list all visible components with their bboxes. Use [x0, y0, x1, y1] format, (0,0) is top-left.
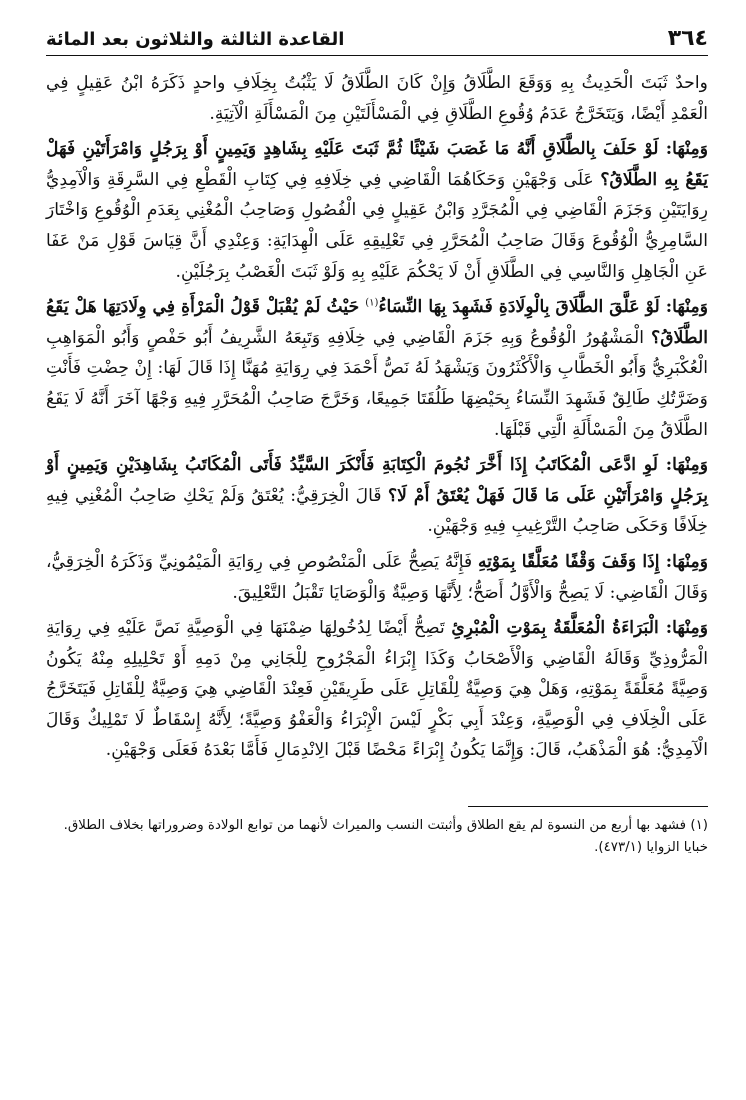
paragraph-lead: وَمِنْهَا: لَوْ حَلَفَ بِالطَّلَاقِ أَنَّهُ مَا غَصَبَ شَيْئًا ثُمَّ ثَبَتَ عَلَيْهِ بِشَاهِدٍ وَيَمِينٍ أَوْ بِرَجُلٍ وَامْرَأَتَيْنِ فَهَلْ يَقَعُ بِهِ الطَّلَاقُ؟	[46, 139, 708, 190]
page-number: ٣٦٤	[667, 26, 708, 51]
paragraph	[46, 292, 708, 445]
paragraph-text: فَإِنَّهُ يَصِحُّ عَلَى الْمَنْصُوصِ فِي رِوَايَةِ الْمَيْمُونِيِّ وَذَكَرَهُ الْخِرَقِيُّ، وَقَالَ الْقَاضِي: لَا يَصِحُّ وَالْأَوَّلُ أَصَحُّ؛ لِأَنَّهَا وَصِيَّةٌ وَالْوَصَايَا تَقْبَلُ التَّعْلِيقَ.	[46, 551, 708, 603]
paragraph-lead: وَمِنْهَا: إِذَا وَقَفَ وَقْفًا مُعَلَّقًا بِمَوْتِهِ	[477, 551, 708, 572]
footnote	[46, 815, 708, 859]
page-body	[46, 68, 708, 766]
running-title: القاعدة الثالثة والثلاثون بعد المائة	[46, 29, 345, 50]
paragraph-text: قَالَ الْخِرَقِيُّ: يُعْتَقُ وَلَمْ يَحْكِ صَاحِبُ الْمُغْنِي فِيهِ خِلَافًا وَحَكَى صَاحِبُ التَّرْغِيبِ فِيهِ وَجْهَيْنِ.	[46, 485, 708, 537]
paragraph	[46, 547, 708, 608]
paragraph	[46, 450, 708, 542]
footnote-marker: (١)	[365, 297, 379, 309]
paragraph-lead: وَمِنْهَا: الْبَرَاءَةُ الْمُعَلَّقَةُ بِمَوْتِ الْمُبْرِئِ	[451, 618, 708, 639]
paragraph	[46, 68, 708, 129]
footnote-text: (١) فشهد بها أربع من النسوة لم يقع الطلاق وأثبتت النسب والميراث لأنهما من توابع الولادة وضروراتها بخلاف الطلاق. خبايا الزوايا (٤٧٣/١).	[63, 818, 708, 856]
paragraph-lead: وَمِنْهَا: لَوْ عَلَّقَ الطَّلَاقَ بِالْوِلَادَةِ فَشَهِدَ بِهَا النِّسَاءُ	[378, 297, 708, 318]
paragraph-text: واحدٌ ثَبَتَ الْحَدِيثُ بِهِ وَوَقَعَ الطَّلَاقُ وَإِنْ كَانَ الطَّلَاقُ لَا يَثْبُتُ بِخِلَافِ واحدٍ ذَكَرَهُ ابْنُ عَقِيلٍ فِي الْعَمْدِ أَيْضًا، وَيَتَخَرَّجُ عَدَمُ وُقُوعِ الطَّلَاقِ فِي الْمَسْأَلَتَيْنِ مِنَ الْمَسْأَلَةِ الْآتِيَةِ.	[46, 73, 708, 124]
paragraph-text: الْمَشْهُورُ الْوُقُوعُ وَبِهِ جَزَمَ الْقَاضِي فِي خِلَافِهِ وَتَبِعَهُ الشَّرِيفُ أَبُو حَفْصٍ وَأَبُو الْمَوَاهِبِ الْعُكْبَرِيُّ وَأَبُو الْخَطَّابِ وَالْأَكْثَرُونَ وَيَشْهَدُ لَهُ نَصُّ أَحْمَدَ فِي رِوَايَةِ مُهَنَّا إِذَا قَالَ لَهَا: إِنْ حِضْتِ فَأَنْتِ وَضَرَّتُكِ طَالِقٌ فَشَهِدَ النِّسَاءُ بِحَيْضِهَا طَلُقَتَا جَمِيعًا، وَخَرَّجَ صَاحِبُ الْمُحَرَّرِ فِيهِ وَجْهًا آخَرَ أَنَّهُ لَا يَقَعُ الطَّلَاقُ مِنَ الْمَسْأَلَةِ الَّتِي قَبْلَهَا.	[46, 327, 708, 440]
page-header	[46, 26, 708, 56]
paragraph-text: تَصِحُّ أَيْضًا لِدُخُولِهَا ضِمْنَهَا فِي الْوَصِيَّةِ نَصَّ عَلَيْهِ فِي رِوَايَةِ الْمَرُّوذِيِّ وَقَالَهُ الْقَاضِي وَالْأَصْحَابُ وَكَذَا إِبْرَاءُ الْمَجْرُوحِ لِلْجَانِي مِنْ دَمِهِ أَوْ تَحْلِيلِهِ مِنْهُ يَكُونُ وَصِيَّةً مُعَلَّقَةً بِمَوْتِهِ، وَهَلْ هِيَ وَصِيَّةٌ لِلْقَاتِلِ عَلَى طَرِيقَيْنِ فَعِنْدَ الْقَاضِي هِيَ وَصِيَّةٌ لِلْقَاتِلِ فَيَتَخَرَّجُ عَلَى الْخِلَافِ فِي الْوَصِيَّةِ، وَعِنْدَ أَبِي بَكْرٍ لَيْسَ الْإِبْرَاءُ وَالْعَفْوُ وَصِيَّةً؛ لِأَنَّهُ إِسْقَاطٌ لَا تَمْلِيكٌ وَقَالَ الْآمِدِيُّ: هُوَ الْمَذْهَبُ، قَالَ: وَإِنَّمَا يَكُونُ إِبْرَاءً مَحْضًا قَبْلَ الِانْدِمَالِ فَأَمَّا بَعْدَهُ فَعَلَى وَجْهَيْنِ.	[46, 618, 708, 761]
footnote-divider	[468, 806, 708, 807]
paragraph-lead-continued: حَيْثُ لَمْ يُقْبَلْ قَوْلُ الْمَرْأَةِ فِي وِلَادَتِهَا هَلْ يَقَعُ الطَّلَاقُ؟	[46, 297, 708, 348]
paragraph	[46, 613, 708, 766]
paragraph-lead: وَمِنْهَا: لَوِ ادَّعَى الْمُكَاتَبُ إِذَا أَخَّرَ نُجُومَ الْكِتَابَةِ فَأَنْكَرَ السَّيِّدُ فَأَتَى الْمُكَاتَبُ بِشَاهِدَيْنِ وَيَمِينٍ أَوْ بِرَجُلٍ وَامْرَأَتَيْنِ عَلَى مَا قَالَ فَهَلْ يُعْتَقُ أَمْ لَا؟	[46, 455, 708, 506]
paragraph-text: عَلَى وَجْهَيْنِ وَحَكَاهُمَا الْقَاضِي فِي خِلَافِهِ فِي كِتَابِ الْقَطْعِ فِي السَّرِقَةِ وَالْآمِدِيُّ رِوَايَتَيْنِ وَجَزَمَ الْقَاضِي فِي الْمُجَرَّدِ وَابْنُ عَقِيلٍ فِي الْفُصُولِ وَصَاحِبُ الْمُغْنِي بِعَدَمِ الْوُقُوعِ وَاخْتَارَ السَّامِرِيُّ الْوُقُوعَ وَقَالَ صَاحِبُ الْمُحَرَّرِ فِي تَعْلِيقِهِ عَلَى الْهِدَايَةِ: وَعِنْدِي أَنَّ قِيَاسَ قَوْلِ مَنْ عَفَا عَنِ الْجَاهِلِ وَالنَّاسِي فِي الطَّلَاقِ أَنْ لَا يَحْكُمَ عَلَيْهِ بِهِ وَلَوْ ثَبَتَ الْغَصْبُ بِرَجُلَيْنِ.	[46, 169, 708, 282]
paragraph	[46, 134, 708, 287]
